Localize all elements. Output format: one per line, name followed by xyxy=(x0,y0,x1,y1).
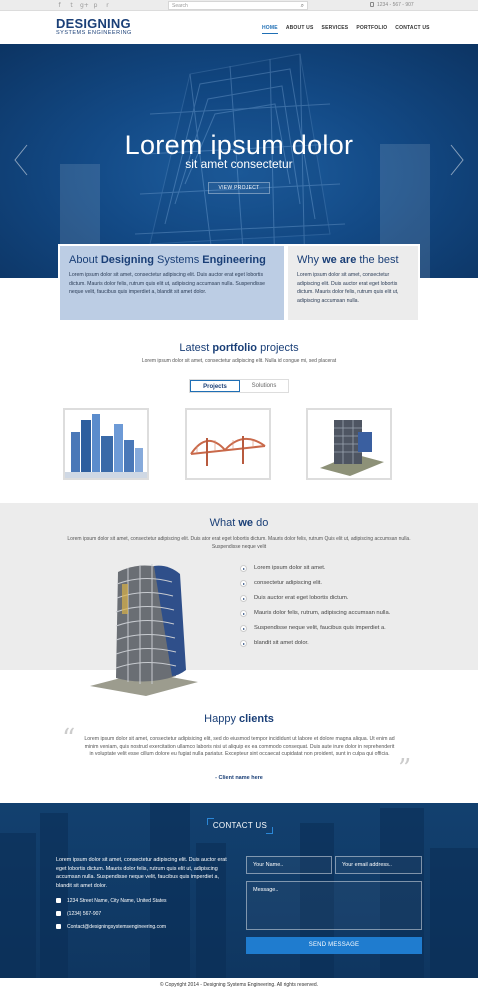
facebook-icon[interactable]: f xyxy=(58,2,61,9)
portfolio-thumb-bridge[interactable] xyxy=(185,408,271,480)
client-name: - Client name here xyxy=(215,775,263,781)
social-links xyxy=(56,2,111,9)
message-field[interactable] xyxy=(246,881,422,930)
main-nav xyxy=(262,25,430,34)
copyright-text: © Copyright 2014 - Designing Systems Engineering. All rights reserved. xyxy=(159,982,319,988)
nav-contact[interactable]: CONTACT US xyxy=(395,25,430,31)
tab-projects[interactable]: Projects xyxy=(190,380,240,392)
envelope-icon xyxy=(56,924,61,929)
map-pin-icon xyxy=(56,898,61,903)
top-phone-number: 1234 - 567 - 907 xyxy=(377,2,414,8)
hero-subtitle: sit amet consectetur xyxy=(185,157,293,171)
pinterest-icon[interactable]: p xyxy=(93,2,98,9)
construction-image xyxy=(308,410,390,478)
why-text: Lorem ipsum dolor sit amet, consectetur adipiscing elit. Duis auctor erat eget lobortis dictum. Mauris dolor felis, rutrum quis elit ut, adipiscing accumsan nulla. xyxy=(297,272,399,304)
portfolio-tabs xyxy=(189,379,289,393)
portfolio-desc: Lorem ipsum dolor sit amet, consectetur adipiscing elit. Nulla id congue mi, sed placerat xyxy=(141,358,337,364)
name-placeholder: Your Name.. xyxy=(253,862,284,868)
logo-line2: SYSTEMS ENGINEERING xyxy=(56,30,132,36)
chevron-right-icon xyxy=(240,565,247,572)
why-heading: Why we are the best xyxy=(297,254,399,266)
nav-home[interactable]: HOME xyxy=(262,25,278,34)
chevron-right-icon xyxy=(240,595,247,602)
phone-icon xyxy=(370,2,374,7)
what-desc: Lorem ipsum dolor sit amet, consectetur adipiscing elit. Duis ator erat eget lobortis dictum. Mauris dolor felis, rutrum Quis elit ut, adipiscing accumsan nulla. Suspendisse neque velit xyxy=(67,536,411,550)
message-placeholder: Message.. xyxy=(253,887,279,893)
search-placeholder: Search xyxy=(172,3,188,9)
email-field[interactable] xyxy=(335,856,422,874)
portfolio-thumb-construction[interactable] xyxy=(306,408,392,480)
phone-icon xyxy=(56,911,61,916)
contact-email[interactable]: Contact@designingsystemsengineering.com xyxy=(56,924,166,930)
chevron-right-icon xyxy=(240,625,247,632)
open-quote-icon: “ xyxy=(62,724,76,754)
hero-title: Lorem ipsum dolor xyxy=(124,130,354,160)
list-item: consectetur adipiscing elit. xyxy=(240,580,390,595)
portfolio-thumb-skyscrapers[interactable] xyxy=(63,408,149,480)
why-box xyxy=(286,244,420,322)
nav-services[interactable]: SERVICES xyxy=(321,25,349,31)
top-bar xyxy=(0,0,478,11)
building-construction-image xyxy=(88,558,200,698)
about-heading: About Designing Systems Engineering xyxy=(69,254,266,266)
view-project-button[interactable]: VIEW PROJECT xyxy=(208,182,270,194)
list-item: Suspendisse neque velit, faucibus quis imperdiet a. xyxy=(240,625,390,640)
twitter-icon[interactable]: t xyxy=(70,2,73,9)
what-list xyxy=(240,565,390,655)
search-icon[interactable]: ⌕ xyxy=(300,2,304,9)
about-box xyxy=(58,244,286,322)
send-message-button[interactable]: SEND MESSAGE xyxy=(246,937,422,954)
testimonial-text: Lorem ipsum dolor sit amet, consectetur adipisicing elit, sed do eiusmod tempor incididunt ut labore et dolore magna aliqua. Ut enim ad minim veniam, quis nostrud exercitation ullamco laboris nisi ut aliquip ex ea commodo consequat. Duis aute irure dolor in reprehenderit in voluptate velit esse cillum dolore eu fugiat nulla pariatur. Excepteur sint occaecat cupidatat non proident, sunt in culpa qui officia. xyxy=(84,736,395,757)
logo-line1: DESIGNING xyxy=(56,16,131,31)
name-field[interactable] xyxy=(246,856,332,874)
skyscrapers-image xyxy=(65,410,147,478)
contact-phone: (1234) 567-907 xyxy=(56,911,101,917)
what-title: What we do xyxy=(209,517,269,529)
nav-portfolio[interactable]: PORTFOLIO xyxy=(356,25,388,31)
chevron-right-icon xyxy=(240,640,247,647)
contact-address: 1234 Street Name, City Name, United States xyxy=(56,898,167,904)
chevron-right-icon xyxy=(240,580,247,587)
contact-title: CONTACT US xyxy=(208,819,272,833)
list-item: blandit sit amet dolor. xyxy=(240,640,390,655)
header xyxy=(0,11,478,44)
contact-desc: Lorem ipsum dolor sit amet, consectetur adipiscing elit. Duis auctor erat eget lobortis dictum. Mauris dolor felis, rutrum quis elit ut, adipiscing accumsan nulla. Suspendisse neque velit, faucibus quis imperdiet a, blandit sit amet dolor. xyxy=(56,857,227,889)
google-plus-icon[interactable]: g+ xyxy=(80,2,89,9)
close-quote-icon: ” xyxy=(398,754,412,784)
chevron-right-icon xyxy=(240,610,247,617)
about-text: Lorem ipsum dolor sit amet, consectetur adipiscing elit. Duis auctor erat eget lobortis dictum. Mauris dolor felis, rutrum quis elit ut, adipiscing accumsan nulla. Suspendisse neque velit, faucibus quis imperdiet a, blandit sit amet dolor. xyxy=(69,272,266,295)
email-placeholder: Your email address.. xyxy=(342,862,392,868)
hero-slider xyxy=(0,44,478,278)
clients-title: Happy clients xyxy=(204,713,274,725)
search-input[interactable] xyxy=(168,1,308,10)
list-item: Mauris dolor felis, rutrum, adipiscing accumsan nulla. xyxy=(240,610,390,625)
list-item: Duis auctor erat eget lobortis dictum. xyxy=(240,595,390,610)
portfolio-title: Latest portfolio projects xyxy=(179,342,299,354)
top-phone xyxy=(370,2,414,8)
logo[interactable] xyxy=(56,17,132,37)
tab-solutions[interactable]: Solutions xyxy=(251,383,277,389)
nav-about[interactable]: ABOUT US xyxy=(285,25,314,31)
footer xyxy=(0,978,478,1000)
bridge-image xyxy=(187,410,269,478)
rss-icon[interactable]: r xyxy=(106,2,109,9)
list-item: Lorem ipsum dolor sit amet. xyxy=(240,565,390,580)
